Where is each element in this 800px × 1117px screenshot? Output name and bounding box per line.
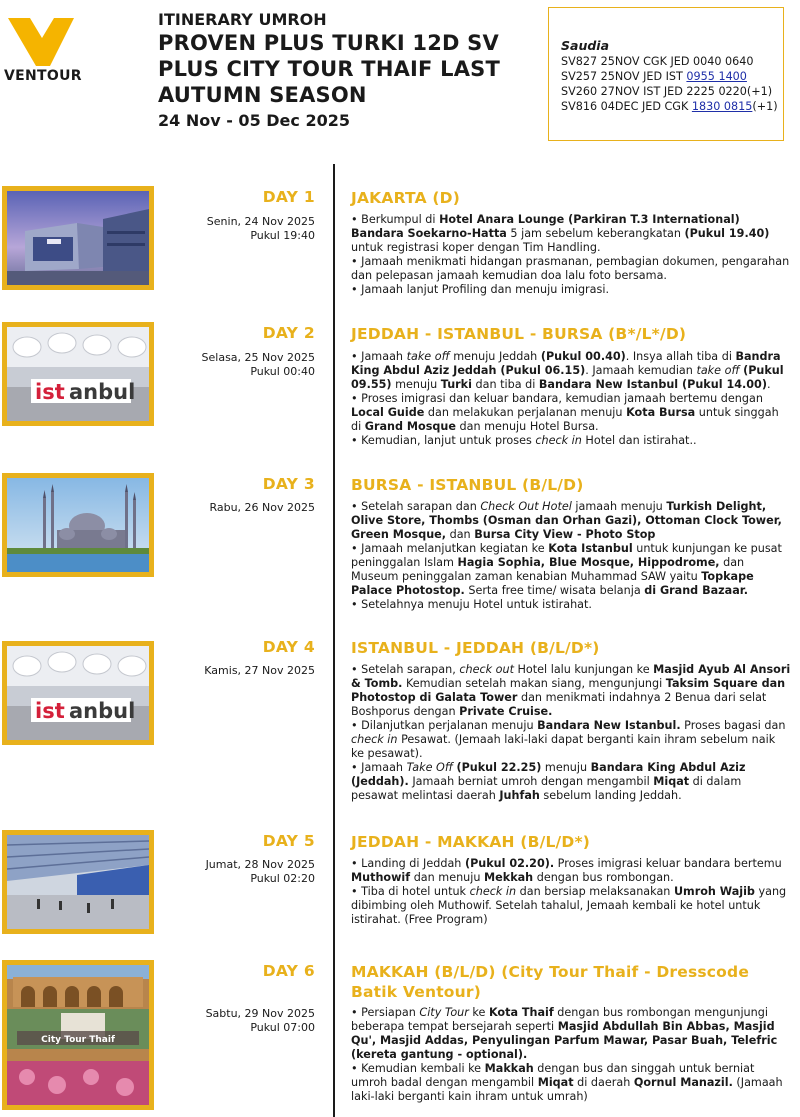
day-2-title: JEDDAH - ISTANBUL - BURSA (B*/L*/D) [351,325,687,343]
bullet-text: dan tiba di [471,378,539,391]
bullet-text: take off [696,364,740,377]
day-4-body [351,663,791,803]
bullet-text: check in [535,434,582,447]
trip-dates: 24 Nov - 05 Dec 2025 [158,111,350,130]
bullet-text: • Setelah sarapan dan [351,500,481,513]
bullet-text: • Persiapan [351,1006,420,1019]
bullet-text: check out [459,663,514,676]
bullet-text: Turki [440,378,472,391]
ventour-logo [4,16,84,84]
bullet-text: (Pukul 22.25) [456,761,542,774]
bullet-text: Kota Thaif [488,1006,554,1019]
bullet-text: yang dibimbing oleh Muthowif. Setelah tahalul, Jemaah kembali ke hotel untuk istirahat. (Free Program) [351,885,787,926]
bullet-text: • Jamaah lanjut Profiling dan menuju imigrasi. [351,283,610,296]
bullet-text: menuju Jeddah [449,350,541,363]
day-1-body [351,213,791,297]
bullet-text: . Insya allah tiba di [625,350,736,363]
svg-text:anbul: anbul [69,699,136,723]
bullet-text: Bandra King Abdul Aziz Jeddah (Pukul 06.15) [351,350,781,377]
day-5-label: DAY 5 [262,832,315,850]
bullet-text: di dalam pesawat melintasi daerah [351,775,742,802]
timeline-line [333,164,335,1117]
bullet-text: untuk registrasi koper dengan Tim Handling. [351,241,601,254]
title-line-2: PLUS CITY TOUR THAIF LAST [158,57,500,81]
bullet-text: Turkish Delight, Olive Store, Thombs (Osman dan Orhan Gazi), Ottoman Clock Tower, Green Mosque, [351,500,782,541]
day-4-title: ISTANBUL - JEDDAH (B/L/D*) [351,639,600,657]
bullet-text: Juhfah [499,789,540,802]
bullet-text: Umroh Wajib [673,885,755,898]
day-4-photo [2,641,154,745]
day-5-body [351,857,791,927]
bullet-item [351,213,791,255]
bullet-text: Kota Istanbul [548,542,633,555]
bullet-item [351,255,791,283]
bullet-text: Bandara New Istanbul. [537,719,681,732]
flight-line: SV816 04DEC JED CGK 1830 0815(+1) [561,100,778,113]
bullet-text: ke [468,1006,489,1019]
day-1-date: Senin, 24 Nov 2025 [206,215,315,228]
bullet-text: menuju [541,761,591,774]
bullet-text: sebelum landing Jeddah. [539,789,682,802]
day-4-date: Kamis, 27 Nov 2025 [204,664,315,677]
bullet-text: • Jamaah melanjutkan kegiatan ke [351,542,549,555]
bullet-text: Bandara King Abdul Aziz (Jeddah). [351,761,746,788]
bullet-item [351,1062,791,1104]
day-4-label: DAY 4 [262,638,315,656]
day-6-date: Sabtu, 29 Nov 2025 [205,1007,315,1020]
bullet-text: Pesawat. (Jemaah laki-laki dapat berganti kain ihram sebelum naik ke pesawat). [351,733,776,760]
bullet-text: Hagia Sophia, Blue Mosque, Hippodrome, [457,556,720,569]
bullet-text: Proses imigrasi keluar bandara bertemu [554,857,782,870]
bullet-text: Hotel dan istirahat.. [581,434,697,447]
bullet-text: Private Cruise. [459,705,553,718]
bullet-text: Taksim Square dan Photostop di Galata Tower [351,677,786,704]
bullet-text: Proses bagasi dan [680,719,786,732]
day-5-time: Pukul 02:20 [250,872,315,885]
bullet-text: • Kemudian, lanjut untuk proses [351,434,536,447]
bullet-text: (Pukul 09.55) [351,364,784,391]
bullet-text: City Tour [419,1006,469,1019]
bullet-text: • Setelahnya menuju Hotel untuk istirahat. [351,598,592,611]
day-2-photo [2,322,154,426]
bullet-text: • Jamaah [351,761,407,774]
title-line-3: AUTUMN SEASON [158,83,367,107]
bullet-text: • Landing di Jeddah [351,857,465,870]
bullet-text: di Grand Bazaar. [644,584,748,597]
bullet-text: . [766,378,771,391]
day-1-label: DAY 1 [262,188,315,206]
day-2-date: Selasa, 25 Nov 2025 [201,351,315,364]
title-line-1: PROVEN PLUS TURKI 12D SV [158,31,499,55]
bullet-text: dengan bus rombongan mengunjungi beberapa tempat bersejarah seperti [351,1006,768,1033]
ventour-v-icon [6,16,76,68]
bullet-text: Masjid Abdullah Bin Abbas, Masjid Qu', Masjid Addas, Penyulingan Parfum Mawar, Pasar Buah, Telefric (kereta gantung - optional). [351,1020,778,1061]
bullet-text: Topkape Palace Photostop. [351,570,754,597]
bullet-text: (Jamaah laki-laki berganti kain ihram untuk umrah) [351,1076,783,1103]
bullet-text: (Pukul 02.20). [464,857,555,870]
bullet-text: dan menuju Hotel Bursa. [455,420,599,433]
bullet-text: • Jamaah [351,350,407,363]
day-6-photo [2,960,154,1110]
day-3-photo [2,473,154,577]
airline-name: Saudia [561,38,610,53]
day-2-body [351,350,791,448]
itinerary-subtitle: ITINERARY UMROH [158,10,327,29]
itinerary-header [158,10,538,132]
flight-line: SV257 25NOV JED IST 0955 1400 [561,70,747,83]
flight-time-link[interactable]: 1830 0815 [691,100,753,113]
city-tour-caption: City Tour Thaif [41,1035,115,1045]
bullet-text: Take Off [406,761,453,774]
bullet-text: Serta free time/ wisata belanja [464,584,645,597]
day-3-date: Rabu, 26 Nov 2025 [209,501,315,514]
day-1-time: Pukul 19:40 [250,229,315,242]
flight-line: SV827 25NOV CGK JED 0040 0640 [561,55,754,68]
day-6-label: DAY 6 [262,962,315,980]
bullet-text: untuk singgah di [351,406,779,433]
bullet-item [351,500,791,542]
bullet-text: Local Guide [351,406,425,419]
day-5-date: Jumat, 28 Nov 2025 [205,858,315,871]
day-1-title: JAKARTA (D) [351,189,461,207]
svg-text:ist: ist [35,699,65,723]
svg-text:ist: ist [35,380,65,404]
day-5-photo [2,830,154,934]
bullet-text: take off [406,350,450,363]
flight-info-box [548,7,784,141]
bullet-text: Grand Mosque [364,420,456,433]
day-1-photo [2,186,154,290]
bullet-text: menuju [391,378,441,391]
bullet-text: . Jamaah kemudian [585,364,697,377]
bullet-text: Masjid Ayub Al Ansori & Tomb. [351,663,791,690]
day-6-time: Pukul 07:00 [250,1021,315,1034]
bullet-item [351,719,791,761]
svg-text:anbul: anbul [69,380,136,404]
bullet-text: Miqat [537,1076,574,1089]
bullet-text: Jamaah berniat umroh dengan mengambil [408,775,654,788]
flight-time-link[interactable]: 0955 1400 [686,70,747,83]
bullet-text: Hotel lalu kunjungan ke [513,663,654,676]
day-3-body [351,500,791,612]
bullet-text: check in [351,733,398,746]
bullet-text: dan [446,528,475,541]
bullet-text: 5 jam sebelum keberangkatan [506,227,685,240]
bullet-text: dan melakukan perjalanan menuju [424,406,627,419]
bullet-item [351,283,791,297]
bullet-item [351,663,791,719]
bullet-text: dan menikmati indahnya 2 Benua dari selat Boshporus dengan [351,691,767,718]
bullet-text: • Berkumpul di [351,213,440,226]
bullet-text: dengan bus dan singgah untuk berniat umroh badal dengan mengambil [351,1062,755,1089]
bullet-item [351,542,791,598]
day-3-label: DAY 3 [262,475,315,493]
flight-line: SV260 27NOV IST JED 2225 0220(+1) [561,85,773,98]
bullet-text: Kemudian setelah makan siang, mengunjungi [402,677,666,690]
brand-name: VENTOUR [4,68,82,84]
bullet-item [351,761,791,803]
bullet-item [351,392,791,434]
bullet-text: Hotel Anara Lounge (Parkiran T.3 International) Bandara Soekarno-Hatta [351,213,740,240]
bullet-item [351,885,791,927]
bullet-item [351,1006,791,1062]
bullet-text: check in [469,885,517,898]
day-5-title: JEDDAH - MAKKAH (B/L/D*) [351,833,591,851]
bullet-text: dan Museum peninggalan zaman kenabian Muhammad SAW yaitu [351,556,745,583]
bullet-text: Check Out Hotel [480,500,572,513]
bullet-text: (Pukul 00.40) [540,350,626,363]
day-6-title: MAKKAH (B/L/D) (City Tour Thaif - Dresscode Batik Ventour) [351,963,750,1001]
bullet-text: Makkah [484,1062,534,1075]
bullet-text: • Setelah sarapan, [351,663,460,676]
bullet-item [351,857,791,885]
day-3-title: BURSA - ISTANBUL (B/L/D) [351,476,584,494]
bullet-text: Kota Bursa [626,406,696,419]
bullet-text: dengan bus rombongan. [533,871,674,884]
bullet-text: (Pukul 19.40) [684,227,770,240]
bullet-text: Bursa City View - Photo Stop [474,528,656,541]
bullet-item [351,350,791,392]
bullet-text: Bandara New Istanbul (Pukul 14.00) [538,378,767,391]
day-2-label: DAY 2 [262,324,315,342]
bullet-item [351,598,791,612]
bullet-text: • Dilanjutkan perjalanan menuju [351,719,538,732]
bullet-text: Mekkah [484,871,534,884]
bullet-text: Muthowif [351,871,411,884]
bullet-text: untuk kunjungan ke pusat peninggalan Islam [351,542,782,569]
day-2-time: Pukul 00:40 [250,365,315,378]
bullet-text: Qornul Manazil. [633,1076,733,1089]
bullet-item [351,434,791,448]
bullet-text: dan bersiap melaksanakan [516,885,674,898]
bullet-text: • Kemudian kembali ke [351,1062,485,1075]
bullet-text: • Tiba di hotel untuk [351,885,470,898]
day-6-body [351,1006,791,1104]
bullet-text: dan menuju [410,871,485,884]
bullet-text: • Proses imigrasi dan keluar bandara, kemudian jamaah bertemu dengan [351,392,763,405]
bullet-text: di daerah [573,1076,634,1089]
bullet-text: • Jamaah menikmati hidangan prasmanan, pembagian dokumen, pengarahan dan pelepasan jamaah kemudian doa lalu foto bersama. [351,255,790,282]
bullet-text: Miqat [653,775,690,788]
bullet-text: jamaah menuju [571,500,667,513]
